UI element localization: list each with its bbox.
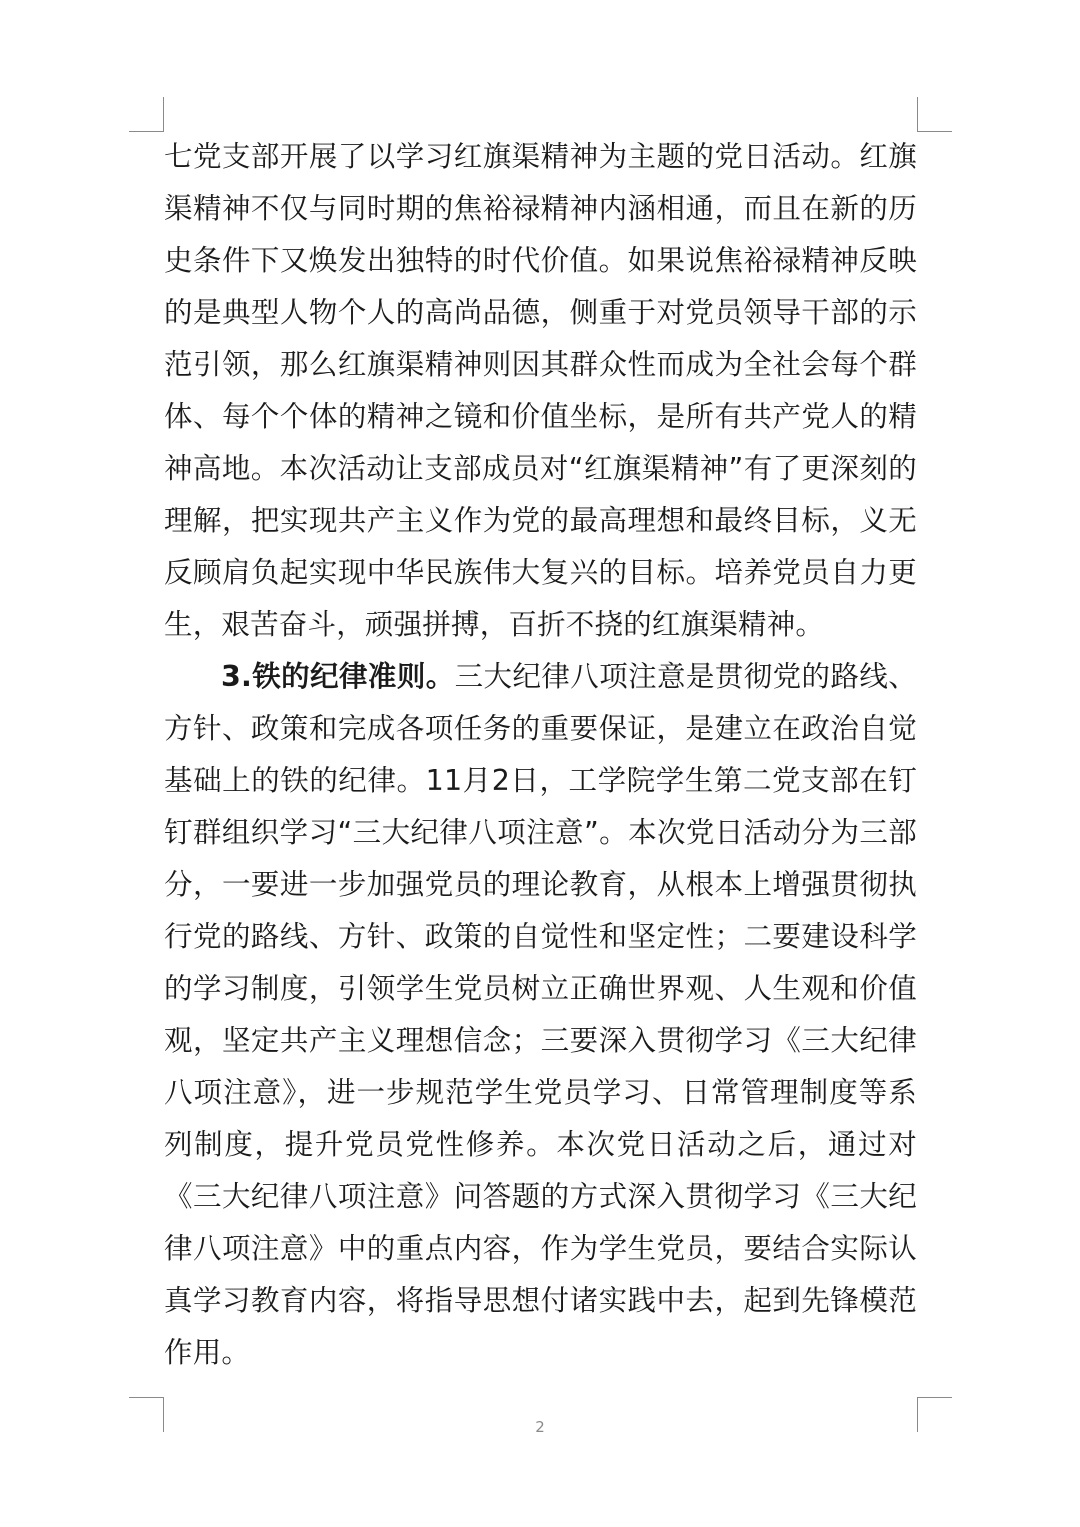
paragraph-lead-heading: 3.铁的纪律准则。	[221, 660, 455, 693]
margin-mark-top-right	[917, 97, 952, 132]
document-body	[164, 131, 917, 1379]
paragraph-body-text: 三大纪律八项注意是贯彻党的路线、方针、政策和完成各项任务的重要保证，是建立在政治自觉基础上的铁的纪律。11月2日，工学院学生第二党支部在钉钉群组织学习“三大纪律八项注意”。本次党日活动分为三部分，一要进一步加强党员的理论教育，从根本上增强贯彻执行党的路线、方针、政策的自觉性和坚定性；二要建设科学的学习制度，引领学生党员树立正确世界观、人生观和价值观，坚定共产主义理想信念；三要深入贯彻学习《三大纪律八项注意》，进一步规范学生党员学习、日常管理制度等系列制度，提升党员党性修养。本次党日活动之后，通过对《三大纪律八项注意》问答题的方式深入贯彻学习《三大纪律八项注意》中的重点内容，作为学生党员，要结合实际认真学习教育内容，将指导思想付诸实践中去，起到先锋模范作用。	[164, 660, 917, 1369]
page-number: 2	[535, 1418, 545, 1436]
margin-mark-top-left	[129, 97, 164, 132]
paragraph-discipline	[164, 651, 917, 1379]
paragraph-continuation: 七党支部开展了以学习红旗渠精神为主题的党日活动。红旗渠精神不仅与同时期的焦裕禄精神内涵相通，而且在新的历史条件下又焕发出独特的时代价值。如果说焦裕禄精神反映的是典型人物个人的高尚品德，侧重于对党员领导干部的示范引领，那么红旗渠精神则因其群众性而成为全社会每个群体、每个个体的精神之镜和价值坐标，是所有共产党人的精神高地。本次活动让支部成员对“红旗渠精神”有了更深刻的理解，把实现共产主义作为党的最高理想和最终目标，义无反顾肩负起实现中华民族伟大复兴的目标。培养党员自力更生，艰苦奋斗，顽强拼搏，百折不挠的红旗渠精神。	[164, 140, 917, 641]
